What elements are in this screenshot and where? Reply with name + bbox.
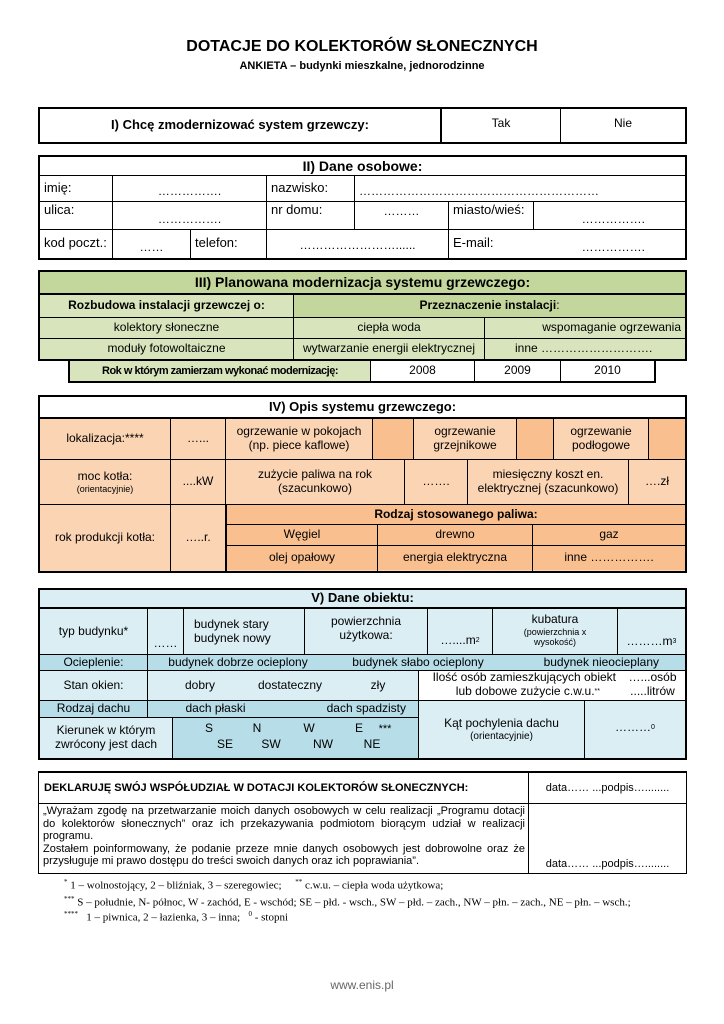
- note-2: *** S – południe, N- północ, W - zachód, E - wschód; SE – płd. - wsch., SW – płd. – zach., NW – płn. – zach., NE – płn. – wsch.;: [64, 895, 631, 909]
- kubatura-field[interactable]: ………m 3: [626, 634, 677, 649]
- decl-sign-1[interactable]: data…… ...podpis…........: [545, 781, 670, 794]
- dir-note: ***: [378, 722, 392, 735]
- ogrz-podlogowe-option: ogrzewanie podłogowe: [570, 424, 632, 452]
- kierunek-label: Kierunek w którym zwrócony jest dach: [54, 723, 158, 751]
- dir-nw[interactable]: NW: [313, 737, 333, 752]
- dach-spadzisty-option[interactable]: dach spadzisty: [283, 701, 418, 717]
- ogrz-pokoje-checkbox[interactable]: [373, 419, 413, 459]
- okna-zly-option[interactable]: zły: [370, 677, 386, 692]
- rodzaj-paliwa-head: Rodzaj stosowanego paliwa:: [227, 505, 685, 524]
- kubatura-label: kubatura (powierzchnia x wysokość): [523, 611, 587, 647]
- zuzycie-field[interactable]: …….: [422, 474, 450, 489]
- dach-plaski-option[interactable]: dach płaski: [148, 701, 283, 717]
- decl-sign-2[interactable]: data…… ...podpis…........: [545, 857, 670, 870]
- s1-yes-option[interactable]: Tak: [491, 116, 511, 130]
- s5-heading: V) Dane obiektu:: [311, 590, 414, 606]
- ociep-brak-option[interactable]: budynek nieocieplany: [508, 655, 685, 670]
- budynek-typ-options[interactable]: budynek stary budynek nowy: [194, 616, 271, 645]
- note-1: * 1 – wolnostojący, 2 – bliźniak, 3 – szeregowiec; ** c.w.u. – ciepła woda użytkowa;: [64, 878, 444, 892]
- s1-label: I) Chcę zmodernizować system grzewczy:: [111, 117, 369, 133]
- note-3: **** 1 – piwnica, 2 – łazienka, 3 – inna; $^0$ - stopni: [64, 910, 289, 924]
- dir-n[interactable]: N: [252, 721, 262, 736]
- ogrz-grzejnikowe-checkbox[interactable]: [517, 419, 553, 459]
- telefon-field[interactable]: ……………………......: [299, 238, 416, 253]
- olej-option[interactable]: olej opałowy: [227, 546, 377, 570]
- email-field[interactable]: …………….: [581, 240, 645, 255]
- moc-field[interactable]: ....kW: [182, 474, 214, 489]
- gaz-option[interactable]: gaz: [533, 525, 685, 545]
- kat-label: Kąt pochylenia dachu (orientacyjnie): [444, 715, 559, 742]
- rok-prod-label: rok produkcji kotła:: [54, 530, 156, 545]
- typ-budynku-label: typ budynku*: [58, 623, 129, 638]
- nazwisko-label: nazwisko:: [271, 179, 329, 195]
- footer-url[interactable]: www.enis.pl: [330, 978, 394, 992]
- osoby-field[interactable]: …...osób: [628, 671, 677, 685]
- zuzycie-label: zużycie paliwa na rok (szacunkowo): [257, 467, 373, 495]
- moduly-option[interactable]: moduły fotowoltaiczne: [40, 339, 293, 359]
- s4-heading: IV) Opis systemu grzewczego:: [40, 397, 685, 417]
- koszt-label: miesięczny koszt en. elektrycznej (szacunkowo): [477, 467, 619, 495]
- lokalizacja-label: lokalizacja:****: [66, 431, 144, 446]
- dir-s[interactable]: S: [204, 721, 213, 736]
- osoby-label: Ilość osób zamieszkujących obiekt: [432, 671, 616, 685]
- dir-e[interactable]: E: [354, 721, 363, 736]
- ciepla-woda-option[interactable]: ciepła woda: [294, 318, 484, 338]
- kat-field[interactable]: ……… 0: [615, 720, 655, 735]
- okna-label: Stan okien:: [63, 677, 124, 692]
- okna-dostateczny-option[interactable]: dostateczny: [257, 677, 323, 692]
- kolektory-option[interactable]: kolektory słoneczne: [40, 318, 293, 338]
- s2-heading: II) Dane osobowe:: [302, 157, 423, 174]
- okna-dobry-option[interactable]: dobry: [184, 677, 216, 692]
- powierzchnia-label: powierzchnia użytkowa:: [330, 614, 402, 642]
- email-label: E-mail:: [453, 234, 494, 250]
- nr-domu-field[interactable]: ………: [383, 204, 420, 219]
- decl-text: „Wyrażam zgodę na przetwarzanie moich danych osobowych w celu realizacji „Programu dotacji do kolektorów słonecznych” oraz ich przekazywania podmiotom biorącym udział w realizacji programu. Zostałem poinformowany, że podanie przeze mnie danych osobowych jest dobrowolne oraz że przysługuje mi prawo dostępu do treści swoich danych oraz ich poprawiania”.: [43, 805, 525, 867]
- page-title: DOTACJE DO KOLEKTORÓW SŁONECZNYCH: [186, 38, 538, 55]
- year-2009[interactable]: 2009: [504, 363, 531, 378]
- rok-prod-field[interactable]: …..r.: [185, 530, 211, 545]
- wspomaganie-option[interactable]: wspomaganie ogrzewania: [485, 318, 685, 338]
- s3-heading: III) Planowana modernizacja systemu grzewczego:: [40, 272, 685, 293]
- s1-no-option[interactable]: Nie: [613, 116, 632, 130]
- miasto-field[interactable]: …………….: [581, 212, 645, 227]
- ogrz-podlogowe-checkbox[interactable]: [649, 419, 685, 459]
- typ-budynku-field[interactable]: ……: [153, 636, 178, 651]
- ulica-label: ulica:: [44, 202, 75, 217]
- year-2010[interactable]: 2010: [594, 363, 621, 378]
- year-2008[interactable]: 2008: [409, 363, 436, 378]
- s3-left-head: Rozbudowa instalacji grzewczej o:: [40, 295, 293, 317]
- ociep-dobrze-option[interactable]: budynek dobrze ocieplony: [148, 655, 328, 670]
- ocieplenie-label: Ocieplenie:: [40, 655, 147, 670]
- koszt-field[interactable]: ….zł: [645, 474, 669, 489]
- ociep-slabo-option[interactable]: budynek słabo ocieplony: [328, 655, 508, 670]
- energia-option[interactable]: energia elektryczna: [378, 546, 532, 570]
- dir-w[interactable]: W: [303, 721, 315, 736]
- rok-label: Rok w którym zamierzam wykonać modernizację:: [70, 361, 370, 381]
- imie-label: imię:: [44, 179, 72, 195]
- nazwisko-field[interactable]: ……………………………………………………: [359, 184, 599, 199]
- nr-domu-label: nr domu:: [271, 202, 323, 217]
- imie-field[interactable]: …………….: [157, 184, 222, 199]
- zuzycie-cwu-field[interactable]: .....litrów: [630, 685, 675, 699]
- telefon-label: telefon:: [195, 234, 238, 250]
- moc-label: moc kotła: (orientacyjnie): [76, 468, 134, 494]
- dir-ne[interactable]: NE: [363, 737, 381, 752]
- decl-head: DEKLARUJĘ SWÓJ WSPÓŁUDZIAŁ W DOTACJI KOLEKTORÓW SŁONECZNYCH:: [44, 781, 469, 794]
- dir-sw[interactable]: SW: [261, 737, 281, 752]
- inne-paliwo-option[interactable]: inne …………….: [533, 546, 685, 570]
- kod-field[interactable]: ……: [139, 240, 164, 255]
- zuzycie-cwu-label: lub dobowe zużycie c.w.u. **: [455, 685, 600, 699]
- ogrz-pokoje-option: ogrzewanie w pokojach (np. piece kaflowe): [236, 424, 362, 452]
- kod-label: kod poczt.:: [44, 234, 107, 250]
- powierzchnia-field[interactable]: …....m 2: [440, 633, 480, 648]
- lokalizacja-field[interactable]: …...: [186, 431, 209, 446]
- inne-option[interactable]: inne ……………………….: [485, 339, 685, 359]
- page-subtitle: ANKIETA – budynki mieszkalne, jednorodzinne: [239, 60, 485, 72]
- dir-se[interactable]: SE: [216, 737, 233, 752]
- ulica-field[interactable]: …………….: [157, 212, 222, 227]
- s3-right-head: Przeznaczenie instalacji :: [294, 295, 685, 317]
- ogrz-grzejnikowe-option: ogrzewanie grzejnikowe: [433, 424, 497, 452]
- wegiel-option[interactable]: Węgiel: [227, 525, 377, 545]
- dach-label: Rodzaj dachu: [40, 701, 147, 717]
- wytwarzanie-option[interactable]: wytwarzanie energii elektrycznej: [294, 339, 484, 359]
- miasto-label: miasto/wieś:: [453, 202, 525, 217]
- drewno-option[interactable]: drewno: [378, 525, 532, 545]
